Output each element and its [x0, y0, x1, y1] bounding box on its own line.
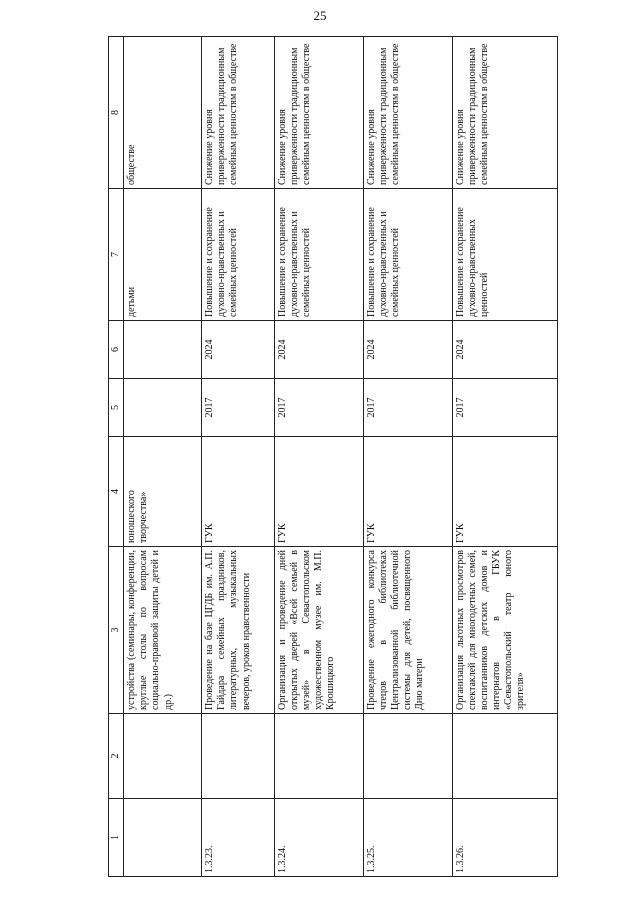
row-event: Проведение на базе ЦГДБ им. А.П. Гайдара семейных праздников, литературных, музыкальных вечеров, уроков нравственности: [202, 547, 275, 714]
row-event: Организация льготных просмотров спектаклей для многодетных семей, воспитанников детских домов и интернатов в ГБУК «Севастопольский театр юного зрителя»: [452, 547, 557, 714]
row-start-year: 2017: [452, 379, 557, 437]
row-event: Проведение ежегодного конкурса чтецов в библиотеках Централизованной библиотечной системы для детей, посвященного Дню матери: [363, 547, 452, 714]
table-row: [452, 37, 557, 877]
col-header-2: 2: [109, 714, 124, 799]
row-event: Организация и проведение дней открытых дверей «Всей семьей в музей» в Севастопольском художественном музее им. М.П. Крошицкого: [274, 547, 363, 714]
row-end-year: 2024: [452, 321, 557, 379]
row-result: Повышение и сохранение духовно-нравственных и семейных ценностей: [363, 189, 452, 321]
row-number: 1.3.24.: [274, 799, 363, 877]
col-header-1: 1: [109, 799, 124, 877]
column-number-row: [109, 37, 124, 877]
row-effect: Снижение уровня приверженности традиционным семейным ценностям в обществе: [202, 37, 275, 189]
row-end-year: 2024: [202, 321, 275, 379]
row-start-year: 2017: [202, 379, 275, 437]
col-header-3: 3: [109, 547, 124, 714]
cont-effect: обществе: [124, 37, 202, 189]
row-end-year: 2024: [274, 321, 363, 379]
row-executor: ГУК: [274, 437, 363, 547]
row-start-year: 2017: [363, 379, 452, 437]
row-result: Повышение и сохранение духовно-нравственных и семейных ценностей: [274, 189, 363, 321]
row-number: 1.3.25.: [363, 799, 452, 877]
col-header-7: 7: [109, 189, 124, 321]
continuation-row: [124, 37, 202, 877]
row-start-year: 2017: [274, 379, 363, 437]
row-executor: ГУК: [452, 437, 557, 547]
row-effect: Снижение уровня приверженности традиционным семейным ценностям в обществе: [363, 37, 452, 189]
col-header-5: 5: [109, 379, 124, 437]
row-result: Повышение и сохранение духовно-нравственных и семейных ценностей: [202, 189, 275, 321]
table-row: [202, 37, 275, 877]
row-number: 1.3.23.: [202, 799, 275, 877]
rotated-table-wrapper: [108, 37, 558, 877]
row-effect: Снижение уровня приверженности традиционным семейным ценностям в обществе: [452, 37, 557, 189]
table-row: [274, 37, 363, 877]
measures-table: [108, 36, 558, 877]
table-row: [363, 37, 452, 877]
row-executor: ГУК: [363, 437, 452, 547]
row-executor: ГУК: [202, 437, 275, 547]
cont-executor: юношеского творчества»: [124, 437, 202, 547]
cont-event: устройства (семинары, конференции, круглые столы по вопросам социально-правовой защиты детей и др.): [124, 547, 202, 714]
col-header-8: 8: [109, 37, 124, 189]
page-number: 25: [313, 8, 327, 23]
col-header-6: 6: [109, 321, 124, 379]
row-number: 1.3.26.: [452, 799, 557, 877]
col-header-4: 4: [109, 437, 124, 547]
row-result: Повышение и сохранение духовно-нравственных ценностей: [452, 189, 557, 321]
row-end-year: 2024: [363, 321, 452, 379]
row-effect: Снижение уровня приверженности традиционным семейным ценностям в обществе: [274, 37, 363, 189]
cont-result: детьми: [124, 189, 202, 321]
